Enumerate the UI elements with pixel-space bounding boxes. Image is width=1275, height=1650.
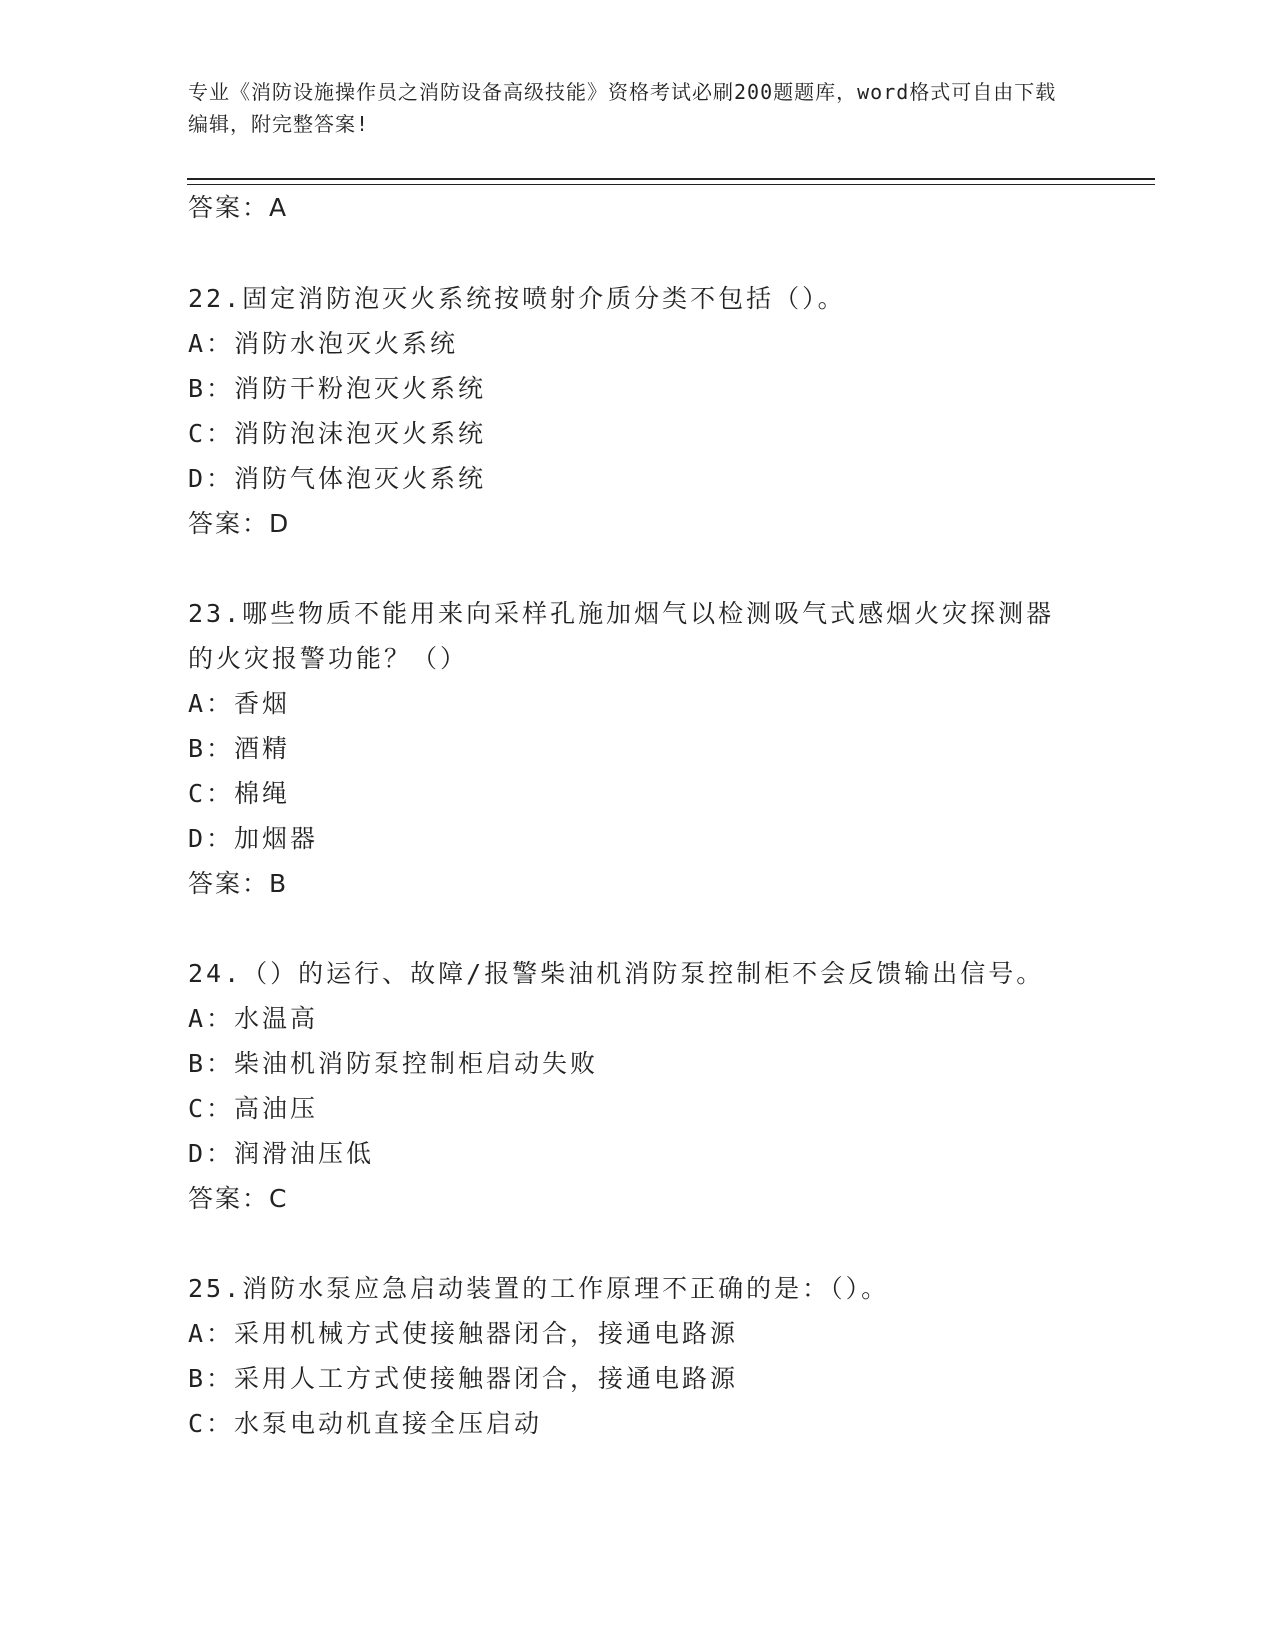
option-line: D：润滑油压低 — [188, 1139, 375, 1168]
option-line: B：采用人工方式使接触器闭合，接通电路源 — [188, 1364, 739, 1393]
option-line: C：棉绳 — [188, 779, 291, 808]
question-stem: 25.消防水泵应急启动装置的工作原理不正确的是：（）。 — [188, 1274, 890, 1303]
header-divider-thick — [187, 178, 1155, 180]
question-stem: 24.（）的运行、故障/报警柴油机消防泵控制柜不会反馈输出信号。 — [188, 959, 1045, 988]
option-line: C：消防泡沫泡灭火系统 — [188, 419, 487, 448]
header-divider-thin — [187, 184, 1155, 185]
option-line: C：高油压 — [188, 1094, 319, 1123]
option-line: B：酒精 — [188, 734, 291, 763]
option-line: D：加烟器 — [188, 824, 319, 853]
answer-line: 答案：B — [188, 869, 289, 898]
option-line: B：柴油机消防泵控制柜启动失败 — [188, 1049, 599, 1078]
option-line: A：采用机械方式使接触器闭合，接通电路源 — [188, 1319, 739, 1348]
option-line: C：水泵电动机直接全压启动 — [188, 1409, 543, 1438]
document-header: 专业《消防设施操作员之消防设备高级技能》资格考试必刷200题题库，word格式可自由下载编辑，附完整答案! — [188, 80, 1057, 136]
answer-line: 答案：D — [188, 509, 291, 538]
question-stem: 的火灾报警功能？（） — [188, 644, 469, 673]
option-line: A：香烟 — [188, 689, 291, 718]
option-line: B：消防干粉泡灭火系统 — [188, 374, 487, 403]
option-line: A：水温高 — [188, 1004, 319, 1033]
question-stem: 22.固定消防泡灭火系统按喷射介质分类不包括（）。 — [188, 284, 846, 313]
answer-line: 答案：C — [188, 1184, 289, 1213]
option-line: D：消防气体泡灭火系统 — [188, 464, 487, 493]
option-line: A：消防水泡灭火系统 — [188, 329, 459, 358]
question-stem: 23.哪些物质不能用来向采样孔施加烟气以检测吸气式感烟火灾探测器 — [188, 599, 1055, 628]
answer-line: 答案：A — [188, 193, 289, 222]
